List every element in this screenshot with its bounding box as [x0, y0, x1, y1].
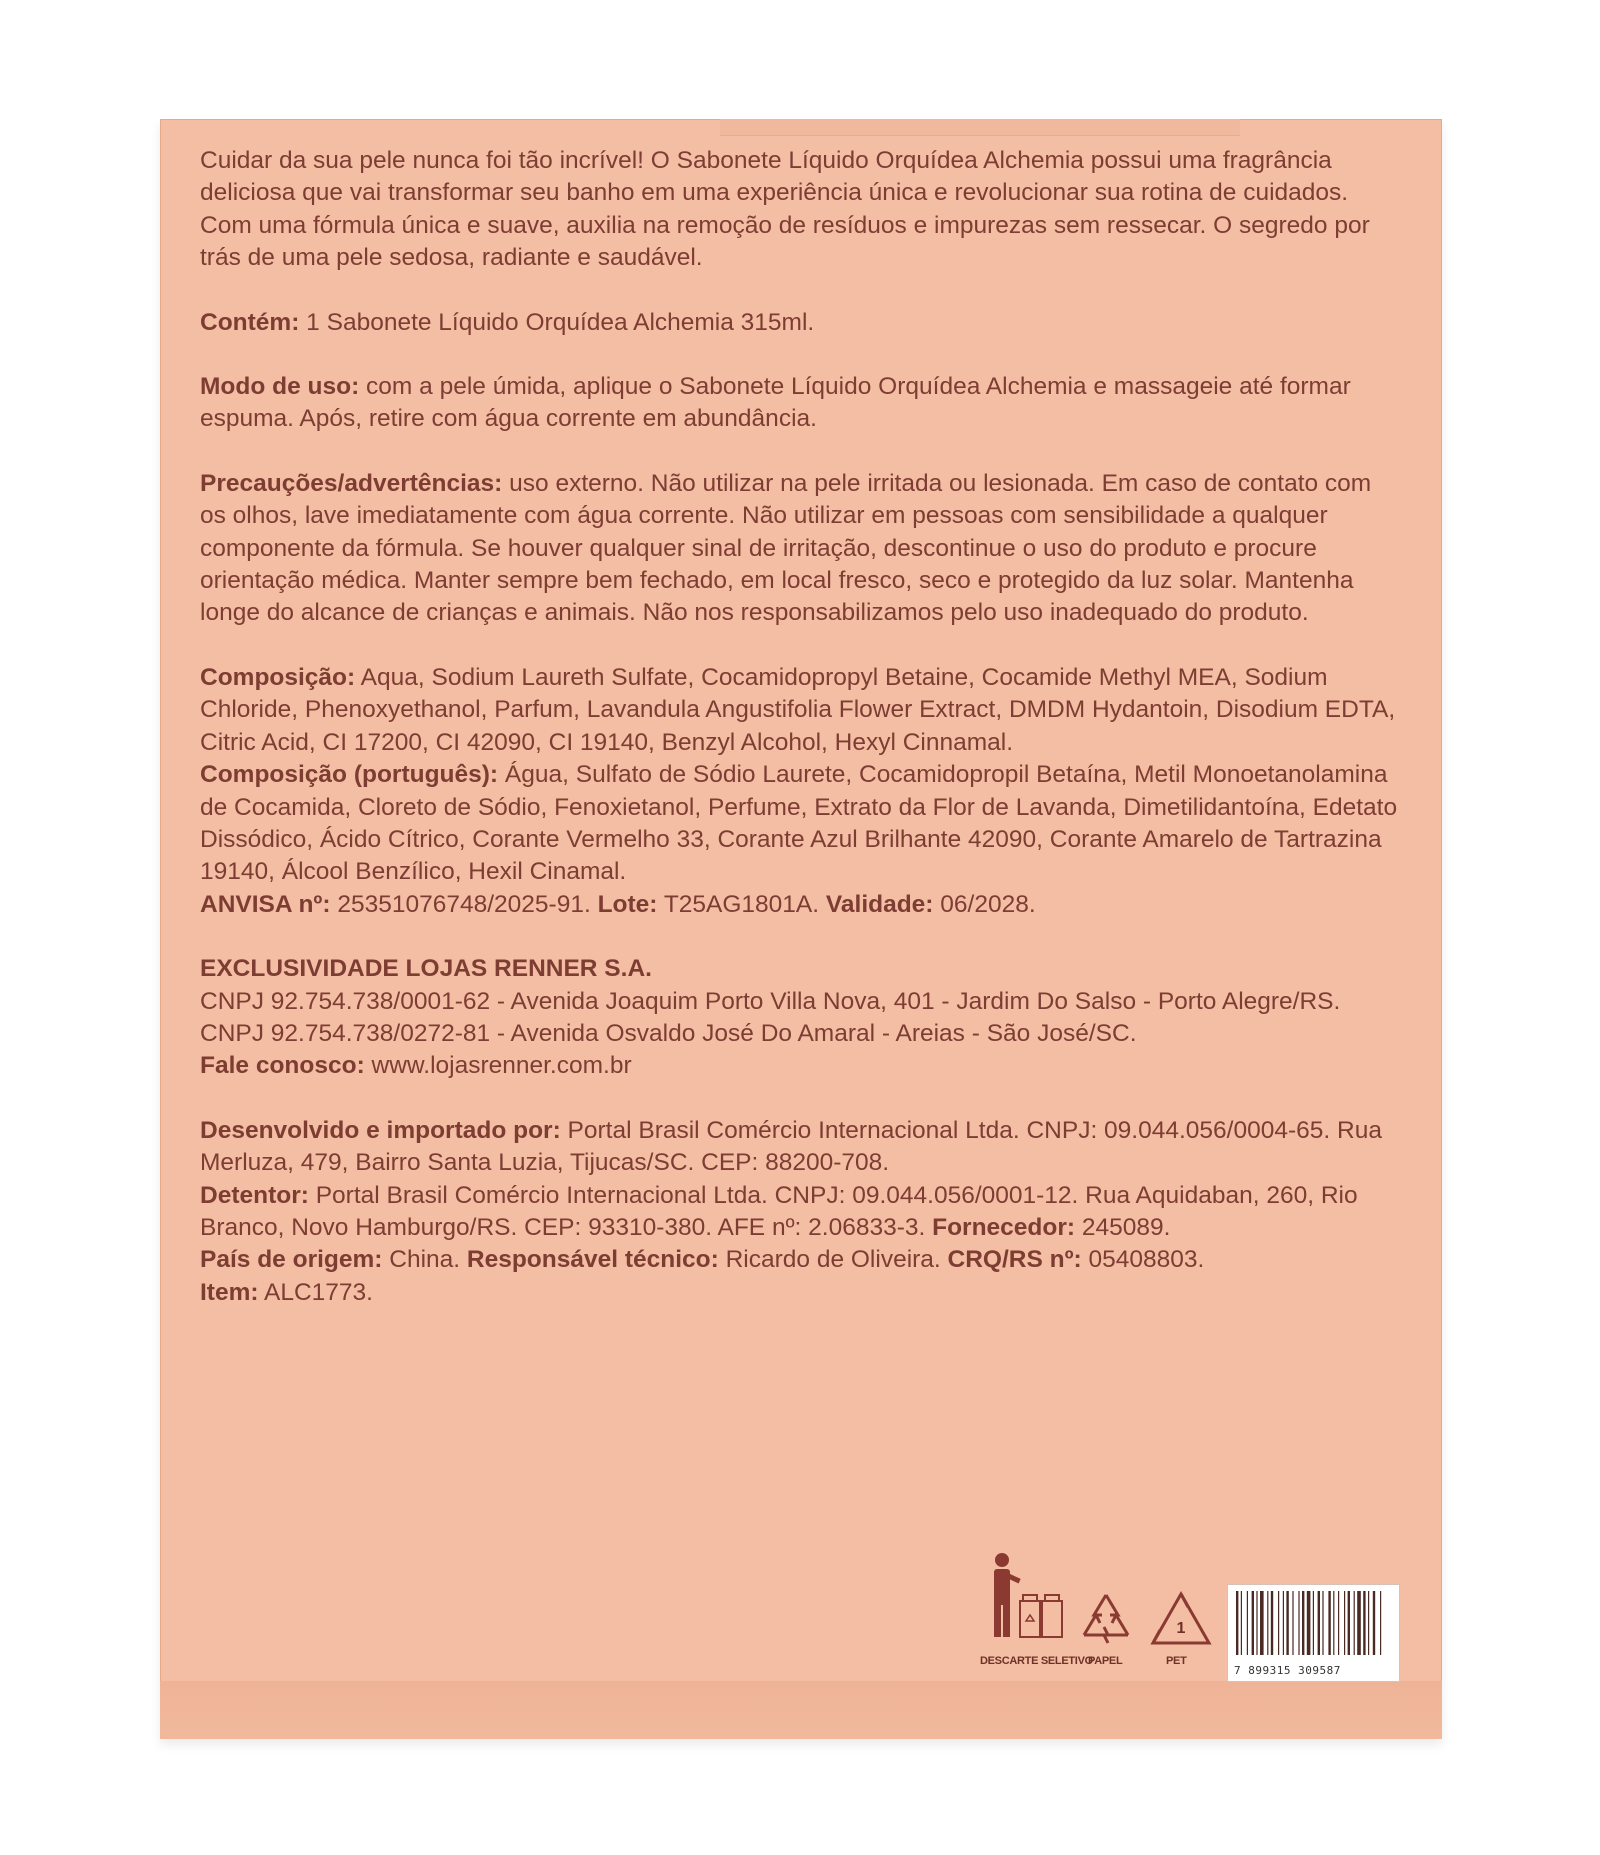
item-paragraph	[200, 1277, 1400, 1309]
barcode-bar	[1271, 1591, 1273, 1655]
crq-value: 05408803.	[1081, 1246, 1205, 1274]
pet-number: 1	[1176, 1620, 1186, 1637]
descarte-label: DESCARTE SELETIVO	[980, 1655, 1093, 1667]
barcode-bar	[1302, 1591, 1304, 1655]
crq-label: CRQ/RS nº:	[947, 1246, 1082, 1274]
barcode-bar	[1338, 1591, 1339, 1655]
barcode-bar	[1292, 1591, 1293, 1655]
item-value: ALC1773.	[258, 1278, 373, 1306]
barcode-bar	[1318, 1591, 1320, 1655]
usage-paragraph	[200, 371, 1400, 436]
supplier-value: 245089.	[1075, 1213, 1171, 1241]
lote-label: Lote:	[597, 890, 658, 918]
renner-contact	[200, 1050, 1400, 1082]
renner-title	[200, 953, 1400, 985]
barcode-bar	[1373, 1591, 1375, 1655]
barcode-bar	[1380, 1591, 1381, 1655]
label-text-block	[200, 145, 1400, 1309]
renner-address-text: CNPJ 92.754.738/0001-62 - Avenida Joaquim Porto Villa Nova, 401 - Jardim Do Salso - Porto Alegre/RS. CNPJ 92.754.738/0272-81 - Avenida Osvaldo José Do Amaral - Areias - São José/SC.	[200, 987, 1341, 1047]
box-top-flap	[720, 119, 1240, 136]
barcode-bar	[1236, 1591, 1238, 1655]
holder-label: Detentor:	[200, 1181, 309, 1209]
tech-resp-label: Responsável técnico:	[466, 1246, 719, 1274]
composition-label: Composição:	[200, 663, 356, 691]
intro-paragraph	[200, 145, 1400, 275]
barcode-bar	[1354, 1591, 1355, 1655]
barcode-bar	[1283, 1591, 1284, 1655]
warnings-paragraph	[200, 468, 1400, 630]
origin-paragraph	[200, 1244, 1400, 1276]
barcode-bar	[1313, 1591, 1314, 1655]
contact-label: Fale conosco:	[200, 1052, 365, 1080]
composition-pt-label: Composição (português):	[200, 761, 499, 789]
lote-value: T25AG1801A.	[657, 890, 826, 918]
intro-text: Cuidar da sua pele nunca foi tão incrível! O Sabonete Líquido Orquídea Alchemia possui uma fragrância deliciosa que vai transformar seu banho em uma experiência única e revolucionar sua rotina de cuidados. Com uma fórmula única e suave, auxilia na remoção de resíduos e impurezas sem ressecar. O segredo por trás de uma pele sedosa, radiante e saudável.	[200, 147, 1370, 272]
contents-paragraph	[200, 307, 1400, 339]
barcode-bar	[1278, 1591, 1279, 1655]
supplier-label: Fornecedor:	[932, 1213, 1076, 1241]
origin-value: China.	[382, 1246, 467, 1274]
barcode-bars	[1234, 1591, 1394, 1657]
composition-paragraph	[200, 662, 1400, 759]
barcode-bar	[1333, 1591, 1334, 1655]
item-label: Item:	[200, 1278, 259, 1306]
barcode-bar	[1363, 1591, 1365, 1655]
usage-label: Modo de uso:	[200, 373, 360, 401]
importer-label: Desenvolvido e importado por:	[200, 1116, 561, 1144]
anvisa-label: ANVISA nº:	[200, 890, 331, 918]
validade-value: 06/2028.	[933, 890, 1036, 918]
renner-address	[200, 986, 1400, 1051]
barcode-bar	[1357, 1591, 1361, 1655]
barcode-bar	[1344, 1591, 1345, 1655]
barcode-bar	[1267, 1591, 1268, 1655]
origin-label: País de origem:	[200, 1246, 383, 1274]
paper-recycle-icon	[1076, 1589, 1136, 1649]
contact-value: www.lojasrenner.com.br	[364, 1052, 632, 1080]
barcode-bar	[1368, 1591, 1369, 1655]
contents-label: Contém:	[200, 308, 300, 336]
barcode-bar	[1348, 1591, 1350, 1655]
barcode-bar	[1260, 1591, 1264, 1655]
tech-resp-value: Ricardo de Oliveira.	[718, 1246, 948, 1274]
barcode-bar	[1252, 1591, 1254, 1655]
barcode-number: 7 899315 309587	[1234, 1664, 1341, 1677]
importer-value: Portal Brasil Comércio Internacional Ltda. CNPJ: 09.044.056/0004-65. Rua Merluza, 479, Bairro Santa Luzia, Tijucas/SC. CEP: 88200-708.	[200, 1116, 1382, 1177]
contents-text: 1 Sabonete Líquido Orquídea Alchemia 315ml.	[299, 308, 815, 336]
barcode-bar	[1328, 1591, 1330, 1655]
validade-label: Validade:	[825, 890, 934, 918]
barcode	[1227, 1584, 1400, 1682]
importer-paragraph	[200, 1115, 1400, 1180]
barcode-bar	[1307, 1591, 1311, 1655]
barcode-bar	[1241, 1591, 1242, 1655]
barcode-bar	[1286, 1591, 1288, 1655]
barcode-bar	[1322, 1591, 1323, 1655]
holder-value: Portal Brasil Comércio Internacional Ltda. CNPJ: 09.044.056/0001-12. Rua Aquidaban, 260, Rio Branco, Novo Hamburgo/RS. CEP: 93310-380. AFE nº: 2.06833-3.	[200, 1181, 1358, 1241]
regulatory-paragraph	[200, 889, 1400, 921]
composition-text: Aqua, Sodium Laureth Sulfate, Cocamidopropyl Betaine, Cocamide Methyl MEA, Sodium Chloride, Phenoxyethanol, Parfum, Lavandula Angustifolia Flower Extract, DMDM Hydantoin, Disodium EDTA, Citric Acid, CI 17200, CI 42090, CI 19140, Benzyl Alcohol, Hexyl Cinnamal.	[200, 663, 1396, 756]
barcode-bar	[1298, 1591, 1299, 1655]
holder-paragraph	[200, 1180, 1400, 1245]
warnings-text: uso externo. Não utilizar na pele irritada ou lesionada. Em caso de contato com os olhos, lave imediatamente com água corrente. Não utilizar em pessoas com sensibilidade a qualquer componente da fórmula. Se houver qualquer sinal de irritação, descontinue o uso do produto e procure orientação médica. Manter sempre bem fechado, em local fresco, seco e protegido da luz solar. Mantenha longe do alcance de crianças e animais. Não nos responsabilizamos pelo uso inadequado do produto.	[200, 469, 1372, 627]
barcode-bar	[1247, 1591, 1248, 1655]
composition-pt-paragraph	[200, 759, 1400, 889]
warnings-label: Precauções/advertências:	[200, 469, 503, 497]
renner-title-text: EXCLUSIVIDADE LOJAS RENNER S.A.	[200, 955, 652, 983]
papel-label: PAPEL	[1088, 1655, 1123, 1667]
pet-label: PET	[1166, 1655, 1187, 1667]
barcode-bar	[1256, 1591, 1257, 1655]
anvisa-value: 25351076748/2025-91.	[330, 890, 598, 918]
composition-pt-text: Água, Sulfato de Sódio Laurete, Cocamidopropil Betaína, Metil Monoetanolamina de Cocamida, Cloreto de Sódio, Fenoxietanol, Perfume, Extrato da Flor de Lavanda, Dimetilidantoína, Edetato Dissódico, Ácido Cítrico, Corante Vermelho 33, Corante Azul Brilhante 42090, Corante Amarelo de Tartrazina 19140, Álcool Benzílico, Hexil Cinamal.	[200, 761, 1398, 886]
pet-recycle-icon	[1148, 1589, 1214, 1649]
box-back-panel	[160, 119, 1442, 1739]
usage-text: com a pele úmida, aplique o Sabonete Líquido Orquídea Alchemia e massageie até formar espuma. Após, retire com água corrente em abundância.	[200, 373, 1351, 433]
